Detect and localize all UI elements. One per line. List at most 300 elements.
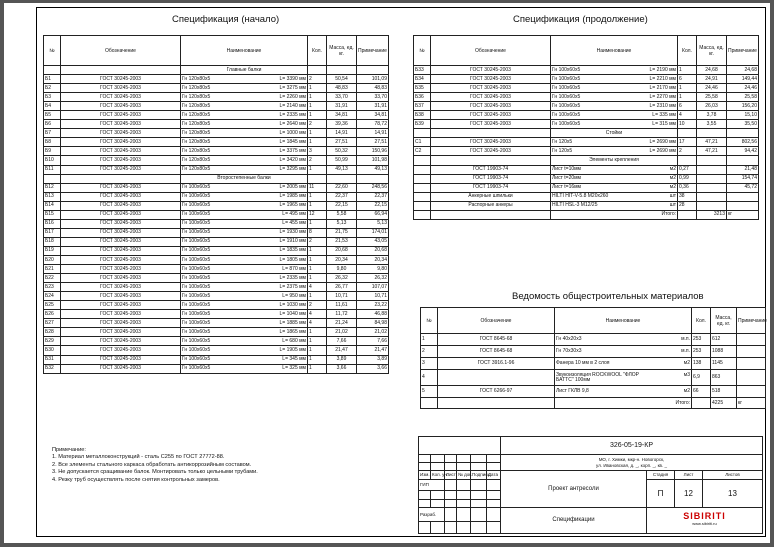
cell-qty: 1: [308, 255, 327, 264]
cell-mass: 22,37: [327, 192, 357, 201]
cell-num: Б5: [44, 111, 61, 120]
cell-name: [181, 102, 308, 111]
length: L= 315 мм: [652, 120, 676, 127]
cell-name-wrap: [556, 361, 690, 366]
cell-num: Б3: [44, 93, 61, 102]
cell-designation: ГОСТ 30245-2003: [61, 111, 181, 120]
total-row: [421, 398, 766, 409]
cell-mass: [697, 183, 727, 192]
cell-designation: ГОСТ 30245-2003: [61, 246, 181, 255]
cell-qty: 1: [308, 274, 327, 283]
profile: Гн 120х80х5: [182, 129, 211, 136]
cell-num: Б6: [44, 120, 61, 129]
cell-name: [551, 183, 678, 192]
material-name: Фанера 10 мм в 2 слоя: [556, 360, 610, 366]
cell-total: 49,13: [357, 165, 389, 174]
cell-name-wrap: [182, 366, 306, 371]
cell-designation: ГОСТ 30245-2003: [61, 274, 181, 283]
table-row: [414, 66, 759, 75]
cell-total: 154,74: [727, 174, 759, 183]
cell-qty: 0,27: [678, 165, 697, 174]
cell-total: [727, 192, 759, 201]
length: L= 1040 мм: [279, 310, 306, 317]
cell-designation: ГОСТ 30245-2003: [61, 364, 181, 373]
cell-name-wrap: [552, 86, 676, 91]
cell-name: [181, 120, 308, 129]
cell-name-wrap: [182, 258, 306, 263]
cell-num: Б8: [44, 138, 61, 147]
cell-name-wrap: [182, 294, 306, 299]
length: L= 2690 мм: [649, 147, 676, 154]
cell-name-wrap: [552, 77, 676, 82]
profile: Гн 100х60х5: [182, 193, 211, 200]
cell-mass: 9,80: [327, 265, 357, 274]
cell-num: 5: [421, 386, 438, 398]
length: L= 870 мм: [282, 265, 306, 272]
cell-name-wrap: [556, 389, 690, 394]
table-row: [44, 346, 389, 355]
cell-qty: 1: [308, 265, 327, 274]
cell-mass: 50,99: [327, 156, 357, 165]
cell-designation: ГОСТ 30245-2003: [61, 147, 181, 156]
length: шт: [669, 193, 676, 200]
total-unit: кг: [737, 398, 766, 409]
cell-total: 802,56: [727, 138, 759, 147]
cell-mass: 24,46: [697, 84, 727, 93]
cell-num: Б30: [44, 346, 61, 355]
cell-name-wrap: [556, 373, 690, 383]
cell-qty: 1: [308, 346, 327, 355]
cell-total: 21,47: [357, 346, 389, 355]
cell-name: [551, 66, 678, 75]
profile: Гн 100х60х5: [182, 292, 211, 299]
cell-total: 33,70: [357, 93, 389, 102]
cell-designation: ГОСТ 8645-68: [438, 334, 555, 346]
cell-name-wrap: [556, 337, 690, 342]
table-row: [414, 84, 759, 93]
col-header-num: №: [414, 36, 431, 66]
cell-mass: 5,13: [327, 219, 357, 228]
cell-name: [181, 292, 308, 301]
table-row: [44, 255, 389, 264]
cell-name-wrap: [182, 203, 306, 208]
cell-num: Б28: [44, 328, 61, 337]
section-row: [414, 156, 759, 165]
length: L= 1965 мм: [279, 202, 306, 209]
cell-designation: ГОСТ 30245-2003: [61, 292, 181, 301]
cell-num: 3: [421, 358, 438, 370]
table-row: [414, 102, 759, 111]
unit: м2: [683, 360, 690, 366]
col-header-qty: Кол.: [692, 308, 711, 334]
cell-designation: ГОСТ 30245-2003: [61, 120, 181, 129]
profile: Гн 100х60х5: [182, 229, 211, 236]
cell-name-wrap: [182, 86, 306, 91]
cell-name: [181, 237, 308, 246]
profile: Гн 100х60х5: [552, 120, 581, 127]
cell-name-wrap: [182, 230, 306, 235]
col-header-note: Примечание: [357, 36, 389, 66]
table-row: [44, 156, 389, 165]
cell-total: 31,91: [357, 102, 389, 111]
cell-designation: ГОСТ 30245-2003: [61, 228, 181, 237]
sheet-name: Спецификации: [501, 507, 647, 533]
cell-mass: 49,13: [327, 165, 357, 174]
section-row: [414, 129, 759, 138]
col-header-num: №: [421, 308, 438, 334]
length: L= 335 мм: [652, 111, 676, 118]
cell-total: 84,98: [357, 319, 389, 328]
profile: Гн 100х60х5: [552, 102, 581, 109]
cell-qty: 10: [678, 120, 697, 129]
table-row: [44, 310, 389, 319]
cell-mass: 14,91: [327, 129, 357, 138]
stamp-col-signature: Подпись: [472, 472, 490, 478]
cell-num: Б32: [44, 364, 61, 373]
cell-name: [551, 84, 678, 93]
length: L= 2260 мм: [279, 93, 306, 100]
table-row: [44, 165, 389, 174]
cell-qty: 1: [308, 292, 327, 301]
cell-total: 22,37: [357, 192, 389, 201]
cell-mass: [697, 201, 727, 210]
cell-mass: 22,15: [327, 201, 357, 210]
profile: Гн 100х60х5: [182, 247, 211, 254]
cell-designation: ГОСТ 30245-2003: [431, 147, 551, 156]
cell-designation: ГОСТ 30245-2003: [61, 102, 181, 111]
cell-designation: ГОСТ 30245-2003: [61, 192, 181, 201]
unit: м2: [683, 388, 690, 394]
cell-name: [181, 93, 308, 102]
length: L= 1845 мм: [279, 138, 306, 145]
cell-name: [551, 165, 678, 174]
cell-total: 25,58: [727, 93, 759, 102]
profile: Гн 100х60х5: [182, 328, 211, 335]
cell-name-wrap: [182, 95, 306, 100]
note-item: 1. Материал металлоконструкций - сталь С255 по ГОСТ 27772-88.: [52, 454, 225, 461]
table-row: [414, 138, 759, 147]
cell-designation: ГОСТ 3916.1-96: [438, 358, 555, 370]
profile: Гн 120х80х5: [182, 93, 211, 100]
cell-mass: 3,78: [697, 111, 727, 120]
col-header-qty: Кол.: [308, 36, 327, 66]
stamp-col-ndok: № док.: [458, 472, 473, 478]
cell-designation: ГОСТ 30245-2003: [61, 138, 181, 147]
length: м2: [669, 166, 676, 173]
cell-designation: ГОСТ 30245-2003: [61, 84, 181, 93]
table-row: [421, 334, 766, 346]
cell-num: Б7: [44, 129, 61, 138]
cell-name-wrap: [182, 140, 306, 145]
lists-value: 13: [703, 479, 763, 507]
list-label: Лист: [675, 471, 703, 479]
cell-qty: 4: [308, 319, 327, 328]
cell-mass: 20,34: [327, 255, 357, 264]
cell-name: [555, 334, 692, 346]
profile: Гн 120х80х5: [182, 84, 211, 91]
cell-name: [181, 310, 308, 319]
cell-qty: 253: [692, 346, 711, 358]
cell-mass: 47,21: [697, 138, 727, 147]
profile: Гн 100х60х5: [182, 265, 211, 272]
cell-total: 9,80: [357, 265, 389, 274]
profile: Гн 120х80х5: [182, 102, 211, 109]
cell-designation: ГОСТ 6266-97: [438, 386, 555, 398]
profile: Гн 120х80х5: [182, 156, 211, 163]
cell-name: [181, 274, 308, 283]
profile: Гн 120х80х5: [182, 138, 211, 145]
table-row: [44, 237, 389, 246]
total-unit: кг: [727, 210, 759, 219]
table-row: [421, 370, 766, 386]
cell-qty: 3: [308, 147, 327, 156]
cell-mass: 21,24: [327, 319, 357, 328]
table-row: [414, 147, 759, 156]
table-row: [44, 192, 389, 201]
cell-designation: ГОСТ 30245-2003: [61, 183, 181, 192]
cell-qty: 2: [308, 75, 327, 84]
cell-designation: ГОСТ 30245-2003: [61, 337, 181, 346]
cell-name: [181, 364, 308, 373]
total-label: Итого:: [551, 210, 678, 219]
profile: Гн 100х60х5: [182, 283, 211, 290]
table-row: [44, 147, 389, 156]
profile: Гн 100х60х5: [182, 337, 211, 344]
cell-num: Б23: [44, 283, 61, 292]
cell-mass: 612: [711, 334, 737, 346]
length: L= 2005 мм: [279, 184, 306, 191]
cell-name-wrap: [182, 339, 306, 344]
cell-name-wrap: [182, 357, 306, 362]
cell-name-wrap: [182, 303, 306, 308]
cell-name: [181, 129, 308, 138]
cell-name: [181, 219, 308, 228]
cell-name-wrap: [552, 122, 676, 127]
cell-designation: ГОСТ 30245-2003: [61, 201, 181, 210]
cell-name: [555, 370, 692, 386]
cell-mass: 11,61: [327, 301, 357, 310]
cell-total: 43,05: [357, 237, 389, 246]
cell-name-wrap: [182, 158, 306, 163]
cell-num: [414, 183, 431, 192]
cell-designation: ГОСТ 30245-2003: [431, 93, 551, 102]
cell-name-wrap: [182, 348, 306, 353]
cell-mass: 33,70: [327, 93, 357, 102]
cell-designation: ГОСТ 30245-2003: [431, 138, 551, 147]
profile: Гн 100х60х5: [182, 256, 211, 263]
cell-qty: 1: [308, 129, 327, 138]
cell-mass: 22,60: [327, 183, 357, 192]
cell-qty: 1: [308, 192, 327, 201]
cell-designation: ГОСТ 30245-2003: [431, 111, 551, 120]
table-row: [421, 386, 766, 398]
cell-name-wrap: [556, 349, 690, 354]
cell-designation: ГОСТ 19903-74: [431, 165, 551, 174]
cell-designation: ГОСТ 30245-2003: [61, 75, 181, 84]
length: L= 1910 мм: [279, 238, 306, 245]
cell-mass: 5,58: [327, 210, 357, 219]
note-item: 4. Резку труб осуществлять после снятия контрольных замеров.: [52, 476, 220, 483]
cell-name: [181, 346, 308, 355]
length: L= 2310 мм: [649, 102, 676, 109]
cell-qty: 1: [678, 66, 697, 75]
length: L= 1865 мм: [279, 328, 306, 335]
cell-name-wrap: [552, 68, 676, 73]
cell-total: 3,66: [357, 364, 389, 373]
cell-designation: ГОСТ 30245-2003: [61, 156, 181, 165]
table-row: [414, 120, 759, 129]
cell-designation: ГОСТ 19903-74: [431, 174, 551, 183]
cell-num: Б15: [44, 210, 61, 219]
cell-num: Б33: [414, 66, 431, 75]
table-row: [421, 346, 766, 358]
length: L= 3295 мм: [279, 166, 306, 173]
cell-name-wrap: [552, 167, 676, 172]
cell-qty: 4: [678, 111, 697, 120]
cell-mass: 1145: [711, 358, 737, 370]
spec-table-continuation: [413, 35, 759, 220]
cell-designation: ГОСТ 30245-2003: [431, 120, 551, 129]
cell-num: Б21: [44, 265, 61, 274]
cell-name-wrap: [182, 122, 306, 127]
cell-name-wrap: [182, 167, 306, 172]
cell-qty: 66: [692, 386, 711, 398]
cell-mass: 10,71: [327, 292, 357, 301]
cell-num: Б9: [44, 147, 61, 156]
cell-name-wrap: [552, 203, 676, 208]
table-row: [44, 319, 389, 328]
cell-mass: 27,51: [327, 138, 357, 147]
notes-block: [52, 447, 258, 484]
cell-name: [551, 192, 678, 201]
table-row: [44, 219, 389, 228]
cell-name: [555, 358, 692, 370]
cell-name-wrap: [182, 321, 306, 326]
cell-total: 24,68: [727, 66, 759, 75]
profile: Гн 120х80х5: [182, 147, 211, 154]
length: L= 1030 мм: [279, 301, 306, 308]
cell-qty: 1: [308, 93, 327, 102]
cell-qty: 4: [308, 283, 327, 292]
cell-qty: 1: [678, 93, 697, 102]
list-value: 12: [675, 479, 703, 507]
col-header-num: №: [44, 36, 61, 66]
cell-mass: 3,66: [327, 364, 357, 373]
table-row: [44, 246, 389, 255]
cell-num: С1: [414, 138, 431, 147]
cell-num: Б11: [44, 165, 61, 174]
cell-name-wrap: [182, 77, 306, 82]
cell-qty: 1: [308, 355, 327, 364]
cell-num: Б14: [44, 201, 61, 210]
profile: Гн 100х60х5: [182, 220, 211, 227]
cell-total: 27,51: [357, 138, 389, 147]
cell-name-wrap: [552, 113, 676, 118]
cell-num: Б36: [414, 93, 431, 102]
table-row: [44, 301, 389, 310]
cell-total: 48,83: [357, 84, 389, 93]
cell-designation: Анкерные шпильки: [431, 192, 551, 201]
table-row: [44, 183, 389, 192]
cell-total: 45,72: [727, 183, 759, 192]
material-name: Гн 70х30х3: [556, 348, 582, 354]
cell-mass: 50,54: [327, 75, 357, 84]
total-value: 4225: [711, 398, 737, 409]
table-row: [44, 364, 389, 373]
gip-label: ГИП: [419, 479, 445, 491]
cell-qty: 1: [308, 138, 327, 147]
cell-total: 15,10: [727, 111, 759, 120]
table-row: [414, 183, 759, 192]
cell-qty: 6: [678, 102, 697, 111]
length: L= 3420 мм: [279, 156, 306, 163]
length: L= 1985 мм: [279, 193, 306, 200]
cell-num: [414, 165, 431, 174]
left-spec-title: Спецификация (начало): [172, 14, 280, 25]
cell-total: 21,02: [357, 328, 389, 337]
table-row: [44, 328, 389, 337]
notes-heading: Примечание:: [52, 447, 86, 453]
profile: Гн 100х60х5: [182, 356, 211, 363]
cell-qty: 17: [678, 138, 697, 147]
materials-table: [420, 307, 766, 409]
cell-name-wrap: [182, 239, 306, 244]
stamp-col-list: Лист: [446, 472, 456, 478]
cell-name-wrap: [182, 212, 306, 217]
table-row: [44, 283, 389, 292]
profile: Лист t=10мм: [552, 166, 581, 173]
project-name: Проект антресоли: [501, 471, 647, 508]
cell-num: С2: [414, 147, 431, 156]
cell-qty: 1: [308, 337, 327, 346]
cell-total: 34,81: [357, 111, 389, 120]
cell-name-wrap: [182, 149, 306, 154]
cell-qty: 1: [308, 201, 327, 210]
cell-designation: ГОСТ 30245-2003: [61, 129, 181, 138]
cell-total: 66,94: [357, 210, 389, 219]
cell-mass: [697, 165, 727, 174]
table-row: [414, 174, 759, 183]
table-row: [44, 129, 389, 138]
cell-num: 4: [421, 370, 438, 386]
cell-mass: 518: [711, 386, 737, 398]
cell-designation: [438, 370, 555, 386]
cell-num: Б38: [414, 111, 431, 120]
cell-num: Б35: [414, 84, 431, 93]
table-row: [44, 201, 389, 210]
profile: Гн 100х60х5: [182, 211, 211, 218]
cell-qty: 2: [308, 120, 327, 129]
cell-total: 149,44: [727, 75, 759, 84]
cell-num: Б12: [44, 183, 61, 192]
profile: HILTI HSL-3 M12/25: [552, 202, 598, 209]
cell-qty: 253: [692, 334, 711, 346]
cell-num: Б29: [44, 337, 61, 346]
company-logo: SIBIRITI: [683, 511, 726, 522]
cell-total: 21,48: [727, 165, 759, 174]
length: L= 2190 мм: [649, 66, 676, 73]
section-row: [44, 174, 389, 183]
note-item: 2. Все элементы стального каркаса обработать антикоррозийным составом.: [52, 461, 252, 468]
cell-total: 26,32: [357, 274, 389, 283]
unit: м.п.: [681, 336, 690, 342]
length: L= 3275 мм: [279, 84, 306, 91]
cell-designation: ГОСТ 30245-2003: [431, 75, 551, 84]
cell-qty: 2: [308, 156, 327, 165]
cell-name: [181, 283, 308, 292]
cell-name-wrap: [182, 276, 306, 281]
cell-mass: 20,68: [327, 246, 357, 255]
